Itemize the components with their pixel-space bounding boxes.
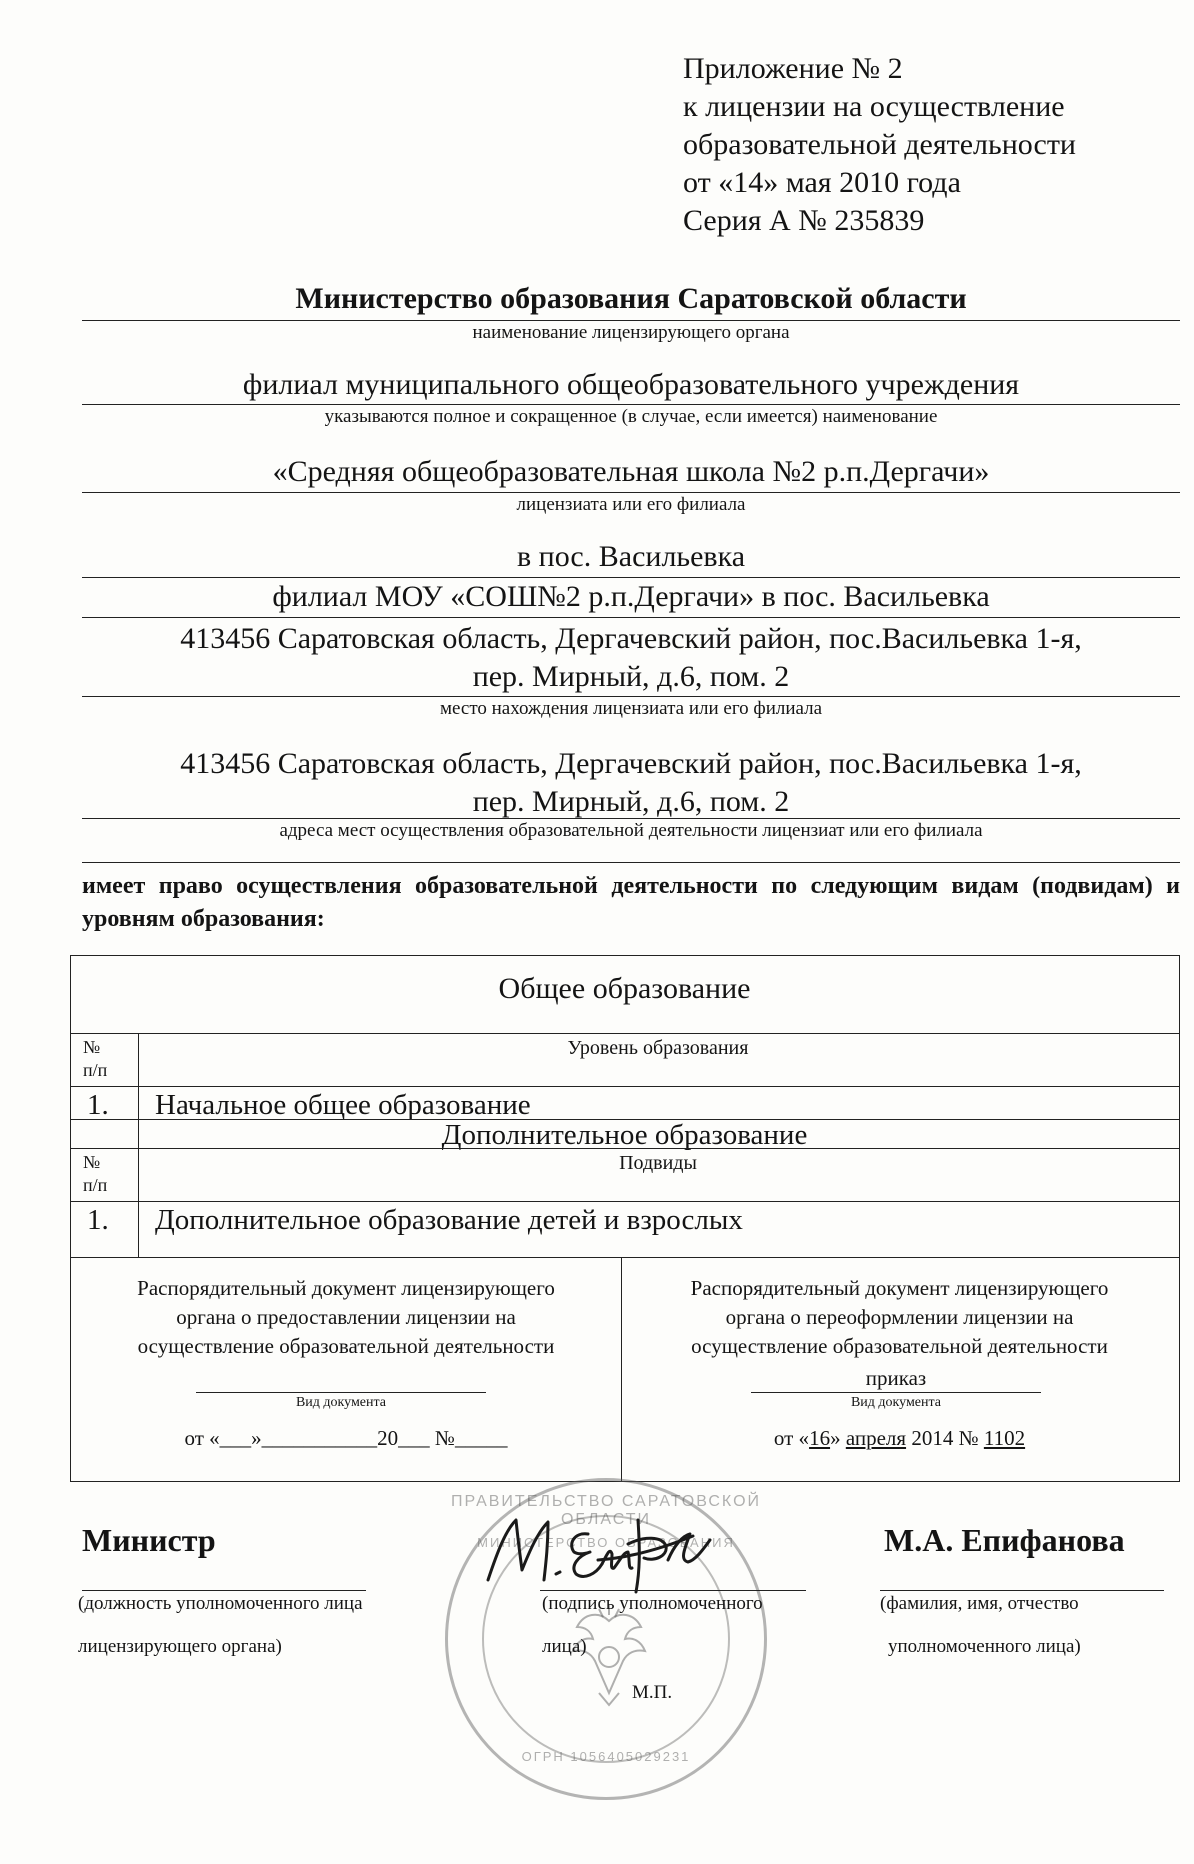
name-line <box>880 1590 1164 1591</box>
divider <box>82 404 1180 405</box>
right-doc-type-caption: Вид документа <box>850 1395 942 1410</box>
appendix-line: Приложение № 2 <box>683 52 903 85</box>
licensee-line-2: «Средняя общеобразовательная школа №2 р.п.Дергачи» <box>272 455 990 488</box>
seal-ogrn: ОГРН 1056405029231 <box>521 1749 691 1764</box>
table-rule <box>71 1033 1179 1034</box>
doc-type-line <box>751 1392 1041 1393</box>
date-year: 2014 № <box>906 1426 984 1450</box>
left-doc-description <box>71 1274 621 1361</box>
official-position: Министр <box>82 1522 216 1558</box>
location-line-2: пер. Мирный, д.6, пом. 2 <box>472 660 790 693</box>
appendix-line: образовательной деятельности <box>683 128 1076 161</box>
rights-statement: имеет право осуществления образовательной деятельности по следующим видам (подвидам) и уровням образования: <box>82 873 1180 932</box>
additional-row-name: Дополнительное образование детей и взрослых <box>155 1204 743 1236</box>
right-doc-line: органа о переоформлении лицензии на <box>725 1305 1074 1329</box>
additional-education-title: Дополнительное образование <box>441 1119 808 1151</box>
table-rule <box>71 1201 1179 1202</box>
left-doc-line: органа о предоставлении лицензии на <box>176 1305 516 1329</box>
licensee-line-1: филиал муниципального общеобразовательного учреждения <box>242 368 1020 401</box>
divider <box>82 862 1180 863</box>
appendix-header <box>683 50 1076 240</box>
authority-name: Министерство образования Саратовской области <box>295 282 967 315</box>
activity-address-caption: адреса мест осуществления образовательной деятельности лицензиат или его филиала <box>279 820 983 841</box>
date-mid: » <box>830 1426 846 1450</box>
date-day: 16 <box>809 1426 831 1450</box>
right-doc-description <box>621 1274 1178 1361</box>
table-rule <box>71 1148 1179 1149</box>
position-line <box>82 1590 366 1591</box>
signature-caption: лица) <box>542 1636 587 1657</box>
num-header: п/п <box>83 1060 108 1080</box>
num-header: п/п <box>83 1175 108 1195</box>
general-row-num: 1. <box>87 1089 109 1121</box>
appendix-line: Серия А № 235839 <box>683 204 925 237</box>
activity-address-line-1: 413456 Саратовская область, Дергачевский район, пос.Васильевка 1-я, <box>180 747 1082 780</box>
left-doc-line: Распорядительный документ лицензирующего <box>137 1276 555 1300</box>
appendix-line: от «14» мая 2010 года <box>683 166 961 199</box>
num-header: № <box>83 1152 101 1172</box>
table-rule <box>71 1257 1179 1258</box>
left-doc-line: осуществление образовательной деятельности <box>137 1334 555 1358</box>
divider <box>82 818 1180 819</box>
name-caption: уполномоченного лица) <box>888 1636 1081 1657</box>
date-prefix: от « <box>773 1426 810 1450</box>
subtype-header: Подвиды <box>619 1152 697 1174</box>
general-education-title: Общее образование <box>498 972 751 1005</box>
authority-caption: наименование лицензирующего органа <box>472 322 790 343</box>
table-rule <box>71 1086 1179 1087</box>
order-number: 1102 <box>983 1426 1026 1450</box>
education-table <box>70 955 1180 1482</box>
seal-ring-text: ПРАВИТЕЛЬСТВО САРАТОВСКОЙ ОБЛАСТИ <box>450 1493 762 1528</box>
official-name: М.А. Епифанова <box>884 1522 1125 1558</box>
licensee-caption-2: лицензиата или его филиала <box>516 494 746 515</box>
left-doc-type-caption: Вид документа <box>295 1395 387 1410</box>
general-row-name: Начальное общее образование <box>155 1089 531 1121</box>
licensee-line-4: филиал МОУ «СОШ№2 р.п.Дергачи» в пос. Васильевка <box>272 580 990 613</box>
right-doc-type: приказ <box>865 1366 927 1390</box>
divider <box>82 492 1180 493</box>
activity-address-line-2: пер. Мирный, д.6, пом. 2 <box>472 785 790 818</box>
divider <box>82 617 1180 618</box>
divider <box>82 577 1180 578</box>
date-month: апреля <box>845 1426 907 1450</box>
num-header: № <box>83 1037 101 1057</box>
left-doc-date: от «___»___________20___ №_____ <box>184 1426 508 1450</box>
name-caption: (фамилия, имя, отчество <box>880 1593 1079 1614</box>
handwritten-signature <box>478 1500 718 1600</box>
licensee-line-3: в пос. Васильевка <box>516 540 746 573</box>
right-doc-line: Распорядительный документ лицензирующего <box>690 1276 1109 1300</box>
right-doc-date <box>621 1426 1178 1451</box>
doc-type-line <box>196 1392 486 1393</box>
location-caption: место нахождения лицензиата или его филиала <box>439 698 823 719</box>
seal-mark: М.П. <box>632 1682 673 1703</box>
seal-inner-text: МИНИСТЕРСТВО ОБРАЗОВАНИЯ <box>477 1535 735 1550</box>
divider <box>82 320 1180 321</box>
licensee-caption-1: указываются полное и сокращенное (в случае, если имеется) наименование <box>324 406 938 427</box>
appendix-line: к лицензии на осуществление <box>683 90 1065 123</box>
location-line-1: 413456 Саратовская область, Дергачевский район, пос.Васильевка 1-я, <box>180 622 1082 655</box>
divider <box>82 696 1180 697</box>
level-header: Уровень образования <box>567 1037 749 1059</box>
additional-row-num: 1. <box>87 1204 109 1236</box>
position-caption: (должность уполномоченного лица <box>78 1593 363 1614</box>
signature-caption: (подпись уполномоченного <box>542 1593 763 1614</box>
position-caption: лицензирующего органа) <box>78 1636 282 1657</box>
right-doc-line: осуществление образовательной деятельности <box>691 1334 1108 1358</box>
signature-line <box>540 1590 806 1591</box>
